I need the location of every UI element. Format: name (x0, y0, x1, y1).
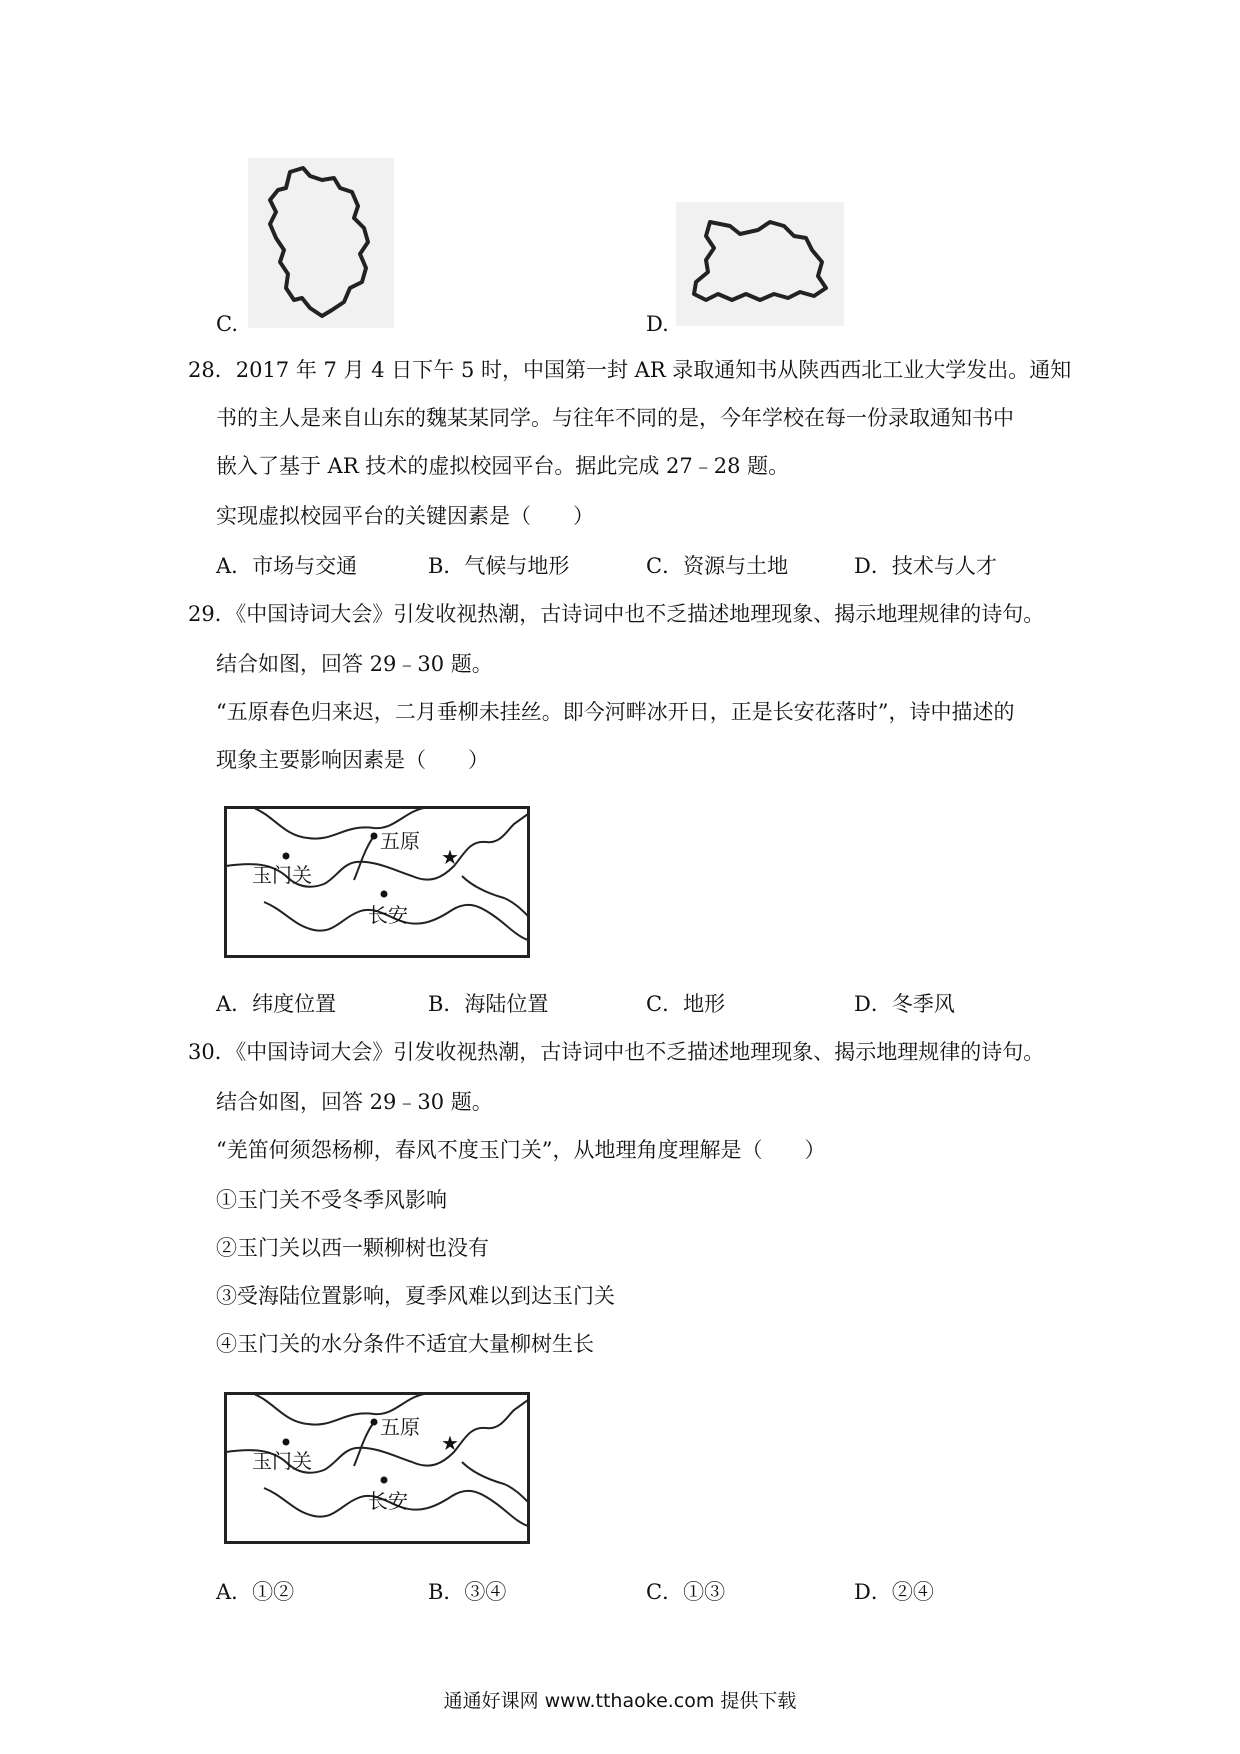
q29-option-a: A．纬度位置 (216, 992, 337, 1016)
q30-stem-line1: 30．《中国诗词大会》引发收视热潮，古诗词中也不乏描述地理现象、揭示地理规律的诗句。 (188, 1040, 1045, 1064)
q30-statement-4: ④玉门关的水分条件不适宜大量柳树生长 (216, 1332, 594, 1356)
q30-question: “羌笛何须怨杨柳，春风不度玉门关”，从地理角度理解是（ ） (216, 1138, 826, 1162)
q30-stem-line2: 结合如图，回答 29﹣30 题。 (216, 1090, 493, 1114)
q30-map (224, 1392, 530, 1544)
q29-option-b: B．海陆位置 (428, 992, 549, 1016)
page-footer: 通通好课网 www.tthaoke.com 提供下载 (443, 1690, 797, 1712)
q30-statement-2: ②玉门关以西一颗柳树也没有 (216, 1236, 489, 1260)
q29-stem-line2: 结合如图，回答 29﹣30 题。 (216, 652, 493, 676)
svg-text:★: ★ (441, 845, 459, 869)
q28-option-c: C．资源与土地 (646, 554, 789, 578)
q28-option-d: D．技术与人才 (854, 554, 997, 578)
q29-option-d: D．冬季风 (854, 992, 955, 1016)
q29-option-c: C．地形 (646, 992, 726, 1016)
q29-map (224, 806, 530, 958)
q28-option-a: A．市场与交通 (216, 554, 358, 578)
q29-map-label-wuyuan: 五原 (380, 829, 420, 853)
q30-map-label-changan: 长安 (368, 1489, 408, 1513)
q30-option-b: B．③④ (428, 1580, 507, 1604)
q29-map-label-yumenguan: 玉门关 (252, 863, 312, 887)
q30-option-d: D．②④ (854, 1580, 934, 1604)
q28-question: 实现虚拟校园平台的关键因素是（ ） (216, 504, 594, 528)
q30-statement-1: ①玉门关不受冬季风影响 (216, 1188, 447, 1212)
q30-map-label-yumenguan: 玉门关 (252, 1449, 312, 1473)
q28-stem-line1: 28．2017 年 7 月 4 日下午 5 时，中国第一封 AR 录取通知书从陕西西北工业大学发出。通知 (188, 358, 1072, 382)
q29-map-label-changan: 长安 (368, 903, 408, 927)
q29-question-line1: “五原春色归来迟，二月垂柳未挂丝。即今河畔冰开日，正是长安花落时”，诗中描述的 (216, 700, 1015, 724)
province-map-d (676, 202, 844, 326)
q29-stem-line1: 29．《中国诗词大会》引发收视热潮，古诗词中也不乏描述地理现象、揭示地理规律的诗句。 (188, 602, 1045, 626)
q30-option-c: C．①③ (646, 1580, 726, 1604)
q28-stem-line3: 嵌入了基于 AR 技术的虚拟校园平台。据此完成 27﹣28 题。 (216, 454, 790, 478)
q29-question-line2: 现象主要影响因素是（ ） (216, 748, 489, 772)
q30-option-a: A．①② (216, 1580, 295, 1604)
option-d-label: D. (646, 312, 669, 336)
q30-statement-3: ③受海陆位置影响，夏季风难以到达玉门关 (216, 1284, 615, 1308)
option-c-label: C. (216, 312, 238, 336)
q28-stem-line2: 书的主人是来自山东的魏某某同学。与往年不同的是，今年学校在每一份录取通知书中 (216, 406, 1014, 430)
province-map-c (248, 158, 394, 328)
svg-text:★: ★ (441, 1431, 459, 1455)
q30-map-label-wuyuan: 五原 (380, 1415, 420, 1439)
q28-option-b: B．气候与地形 (428, 554, 570, 578)
